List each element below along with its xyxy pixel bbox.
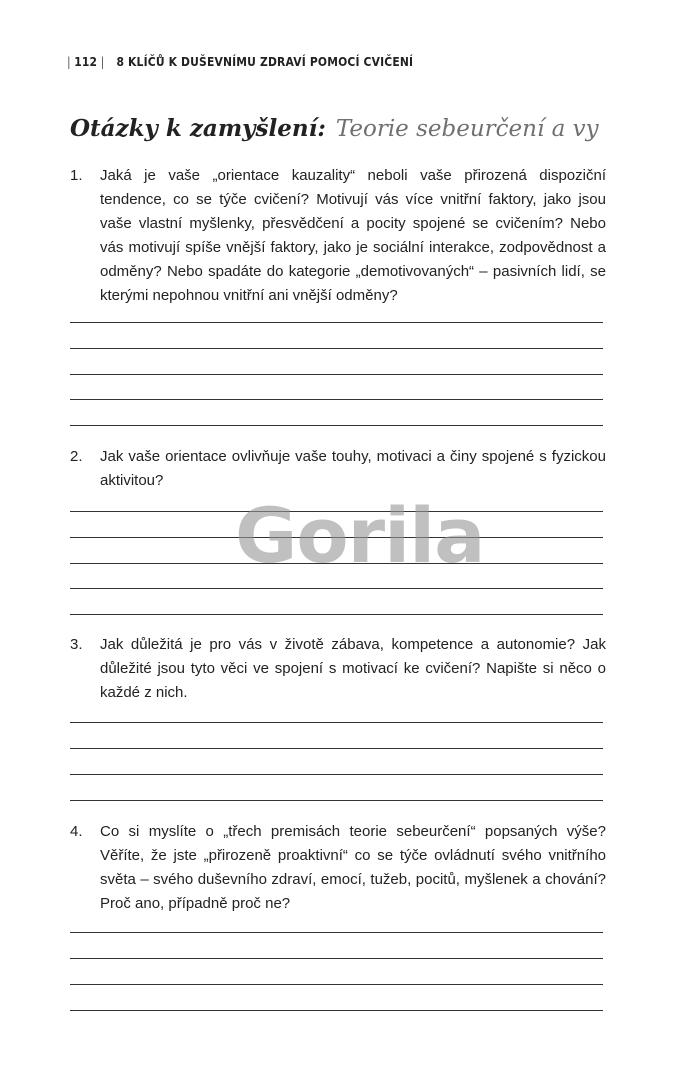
question-number: 4.: [70, 823, 83, 840]
answer-line[interactable]: [70, 748, 603, 749]
question-text: Co si myslíte o „třech premisách teorie sebeurčení“ popsaných výše? Věříte, že jste „přirozeně proaktivní“ co se týče ovládnutí svého vnitřního světa – svého duševního zdraví, emocí, tužeb, pocitů, myšlenek a chování? Proč ano, případně proč ne?: [100, 823, 606, 912]
answer-line[interactable]: [70, 348, 603, 349]
answer-line[interactable]: [70, 800, 603, 801]
answer-line[interactable]: [70, 1010, 603, 1011]
question-3: [70, 633, 606, 705]
answer-line[interactable]: [70, 588, 603, 589]
question-1: [70, 164, 606, 308]
answer-line[interactable]: [70, 425, 603, 426]
answer-line[interactable]: [70, 374, 603, 375]
answer-line[interactable]: [70, 984, 603, 985]
question-4: [70, 820, 606, 916]
answer-line[interactable]: [70, 958, 603, 959]
answer-line[interactable]: [70, 932, 603, 933]
question-2: [70, 445, 606, 493]
question-text: Jaká je vaše „orientace kauzality“ neboli vaše přirozená dispoziční tendence, co se týče cvičení? Motivují vás více vnitřní faktory, jako jsou vaše vlastní myšlenky, přesvědčení a pocity spojené se cvičením? Nebo vás motivují spíše vnější faktory, jako je sociální interakce, zodpovědnost a odměny? Nebo spadáte do kategorie „demotivovaných“ – pasivních lidí, se kterými nepohnou vnitřní ani vnější odměny?: [100, 167, 606, 304]
question-number: 3.: [70, 636, 83, 653]
section-title-topic: Teorie sebeurčení a vy: [335, 116, 599, 142]
question-text: Jak vaše orientace ovlivňuje vaše touhy, motivaci a činy spojené s fyzickou aktivitou?: [100, 448, 606, 489]
question-text: Jak důležitá je pro vás v životě zábava, kompetence a autonomie? Jak důležité jsou tyto věci ve spojení s motivací ke cvičení? Napište si něco o každé z nich.: [100, 636, 606, 701]
question-number: 2.: [70, 448, 83, 465]
answer-line[interactable]: [70, 399, 603, 400]
question-number: 1.: [70, 167, 83, 184]
section-title-prefix: Otázky k zamyšlení:: [70, 115, 326, 142]
page-number-divider: |: [67, 54, 71, 69]
page-number-divider: |: [100, 54, 105, 69]
running-header: [67, 54, 413, 69]
answer-line[interactable]: [70, 614, 603, 615]
page-number: 112: [74, 54, 98, 69]
section-title: [70, 115, 599, 142]
answer-line[interactable]: [70, 722, 603, 723]
running-title: 8 KLÍČŮ K DUŠEVNÍMU ZDRAVÍ POMOCÍ CVIČENÍ: [116, 54, 414, 69]
publisher-watermark: Gorila: [235, 491, 485, 580]
answer-line[interactable]: [70, 322, 603, 323]
answer-line[interactable]: [70, 774, 603, 775]
